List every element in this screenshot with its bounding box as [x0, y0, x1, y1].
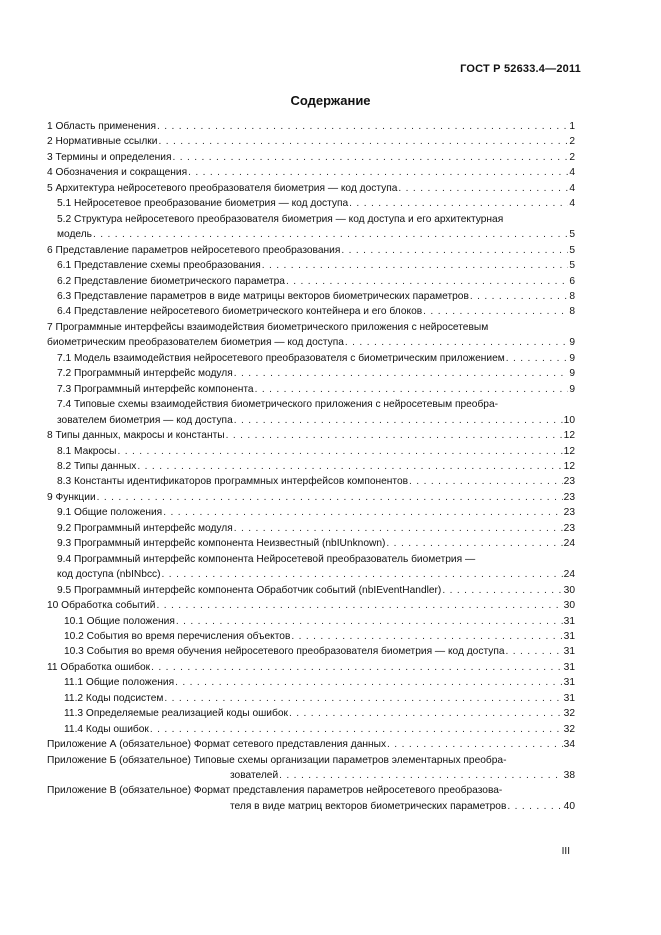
toc-page-number: 2 — [569, 151, 575, 163]
toc-entry-title-line: 5.2 Структура нейросетевого преобразователя биометрия — код доступа и его архитектурная — [57, 213, 504, 225]
toc-leader-dots — [234, 413, 563, 428]
toc-leader-dots — [507, 799, 562, 814]
toc-entry-title: 8 Типы данных, макросы и константы — [47, 430, 225, 442]
toc-entry[interactable] — [47, 150, 575, 165]
toc-entry[interactable] — [47, 212, 575, 243]
toc-entry-title: биометрическим преобразователем биометрия — код доступа — [47, 337, 344, 349]
toc-entry-title: теля в виде матриц векторов биометрических параметров — [230, 800, 507, 812]
toc-page-number: 31 — [563, 661, 575, 673]
toc-entry[interactable] — [47, 274, 575, 289]
toc-entry[interactable] — [47, 536, 575, 551]
toc-page-number: 31 — [563, 630, 575, 642]
toc-entry[interactable] — [47, 583, 575, 598]
toc-leader-dots — [341, 243, 568, 258]
toc-leader-dots — [158, 134, 568, 149]
toc-leader-dots — [291, 629, 562, 644]
toc-entry-title: 10.1 Общие положения — [64, 615, 175, 627]
toc-entry[interactable] — [47, 722, 575, 737]
toc-entry[interactable] — [47, 134, 575, 149]
toc-entry-title: 7.1 Модель взаимодействия нейросетевого преобразователя с биометрическим приложением — [57, 352, 505, 364]
toc-entry-title: 8.1 Макросы — [57, 445, 117, 457]
toc-entry-title-line: 7.4 Типовые схемы взаимодействия биометрического приложения с нейросетевым преобра- — [57, 399, 499, 411]
toc-entry[interactable] — [47, 196, 575, 211]
toc-leader-dots — [398, 181, 568, 196]
toc-entry[interactable] — [47, 644, 575, 659]
toc-entry[interactable] — [47, 629, 575, 644]
toc-page-number: 31 — [563, 677, 575, 689]
toc-page-number: 24 — [563, 569, 575, 581]
toc-page-number: 30 — [563, 584, 575, 596]
toc-leader-dots — [262, 258, 569, 273]
toc-entry-title: 7.2 Программный интерфейс модуля — [57, 368, 233, 380]
toc-leader-dots — [345, 335, 568, 350]
toc-leader-dots — [234, 366, 569, 381]
toc-leader-dots — [175, 675, 563, 690]
toc-entry[interactable] — [47, 289, 575, 304]
toc-entry-title: 11.3 Определяемые реализацией коды ошибок — [64, 708, 288, 720]
toc-entry-title-line: 7 Программные интерфейсы взаимодействия биометрического приложения с нейросетевым — [47, 321, 489, 333]
toc-entry[interactable] — [47, 706, 575, 721]
toc-leader-dots — [150, 722, 563, 737]
toc-entry-title: модель — [57, 229, 92, 241]
toc-page-number: 23 — [563, 491, 575, 503]
toc-page-number: 30 — [563, 600, 575, 612]
toc-entry[interactable] — [47, 598, 575, 613]
toc-leader-dots — [156, 598, 562, 613]
toc-entry-title-line: 9.4 Программный интерфейс компонента Нейросетевой преобразователь биометрия — — [57, 553, 476, 565]
toc-leader-dots — [164, 691, 562, 706]
toc-leader-dots — [188, 165, 568, 180]
toc-page-number: 40 — [563, 800, 575, 812]
toc-entry-title: 5.1 Нейросетевое преобразование биометрия — код доступа — [57, 198, 349, 210]
toc-entry[interactable] — [47, 505, 575, 520]
toc-page-number: 12 — [563, 430, 575, 442]
toc-entry[interactable] — [47, 119, 575, 134]
toc-page-number: 32 — [563, 708, 575, 720]
toc-leader-dots — [234, 521, 563, 536]
toc-entry[interactable] — [47, 351, 575, 366]
toc-entry[interactable] — [47, 614, 575, 629]
toc-entry-title: 10.3 События во время обучения нейросетевого преобразователя биометрия — код доступа — [64, 646, 505, 658]
standard-designation: ГОСТ Р 52633.4—2011 — [460, 63, 581, 75]
toc-entry[interactable] — [47, 660, 575, 675]
toc-entry[interactable] — [47, 428, 575, 443]
toc-page-number: 23 — [563, 522, 575, 534]
toc-entry[interactable] — [47, 459, 575, 474]
toc-entry-title-line: Приложение В (обязательное) Формат представления параметров нейросетевого преобразова- — [47, 785, 503, 797]
toc-entry-title: 9 Функции — [47, 491, 96, 503]
toc-entry-title: код доступа (nbINbcc) — [57, 569, 161, 581]
toc-leader-dots — [255, 382, 569, 397]
toc-page-number: 9 — [569, 352, 575, 364]
toc-entry-title: 10.2 События во время перечисления объектов — [64, 630, 291, 642]
toc-leader-dots — [506, 351, 569, 366]
toc-page-number: 32 — [563, 723, 575, 735]
toc-page-number: 38 — [563, 770, 575, 782]
toc-page-number: 31 — [563, 646, 575, 658]
toc-leader-dots — [93, 227, 568, 242]
toc-entry[interactable] — [47, 320, 575, 351]
toc-page-number: 4 — [569, 198, 575, 210]
toc-leader-dots — [151, 660, 563, 675]
toc-entry-title: 11 Обработка ошибок — [47, 661, 151, 673]
toc-entry[interactable] — [47, 243, 575, 258]
toc-entry-title: 3 Термины и определения — [47, 151, 172, 163]
toc-entry-title: зователем биометрия — код доступа — [57, 414, 233, 426]
toc-leader-dots — [386, 536, 562, 551]
toc-page-number: 9 — [569, 368, 575, 380]
toc-entry-title-line: Приложение Б (обязательное) Типовые схемы организации параметров элементарных преобра- — [47, 754, 507, 766]
toc-leader-dots — [289, 706, 563, 721]
toc-entry-title: 8.2 Типы данных — [57, 460, 137, 472]
page-title: Содержание — [290, 93, 371, 108]
toc-page-number: 10 — [563, 414, 575, 426]
toc-entry[interactable] — [47, 675, 575, 690]
toc-entry[interactable] — [47, 444, 575, 459]
toc-page-number: 8 — [569, 306, 575, 318]
toc-entry-title: 6 Представление параметров нейросетевого преобразования — [47, 244, 341, 256]
toc-entry-title: 9.5 Программный интерфейс компонента Обработчик событий (nbIEventHandler) — [57, 584, 442, 596]
toc-page-number: 5 — [569, 244, 575, 256]
toc-entry[interactable] — [47, 737, 575, 752]
toc-entry-title: 10 Обработка событий — [47, 600, 156, 612]
page-number: III — [561, 846, 570, 857]
toc-page-number: 34 — [563, 739, 575, 751]
toc-leader-dots — [117, 444, 562, 459]
toc-entry-title: 1 Область применения — [47, 121, 156, 132]
toc-entry[interactable] — [47, 397, 575, 428]
toc-leader-dots — [97, 490, 563, 505]
toc-page-number: 4 — [569, 182, 575, 194]
toc-leader-dots — [470, 289, 568, 304]
toc-entry-title: 6.2 Представление биометрического параметра — [57, 275, 285, 287]
toc-leader-dots — [423, 304, 568, 319]
toc-entry-title: 9.3 Программный интерфейс компонента Неизвестный (nbIUnknown) — [57, 538, 386, 550]
toc-leader-dots — [279, 768, 563, 783]
toc-leader-dots — [409, 474, 563, 489]
toc-entry-title: 6.4 Представление нейросетевого биометрического контейнера и его блоков — [57, 306, 423, 318]
toc-page-number: 23 — [563, 507, 575, 519]
toc-page-number: 12 — [563, 460, 575, 472]
toc-entry[interactable] — [47, 258, 575, 273]
toc-leader-dots — [442, 583, 562, 598]
toc-entry[interactable] — [47, 474, 575, 489]
toc-page-number: 5 — [569, 260, 575, 272]
toc-entry-title: 11.4 Коды ошибок — [64, 723, 149, 735]
toc-entry[interactable] — [47, 691, 575, 706]
toc-page-number: 8 — [569, 290, 575, 302]
toc-entry-title: 6.1 Представление схемы преобразования — [57, 260, 261, 272]
toc-entry[interactable] — [47, 783, 575, 814]
toc-page-number: 9 — [569, 383, 575, 395]
toc-leader-dots — [163, 505, 562, 520]
toc-leader-dots — [157, 119, 568, 134]
toc-entry-title: 8.3 Константы идентификаторов программных интерфейсов компонентов — [57, 476, 409, 488]
toc-leader-dots — [349, 196, 568, 211]
toc-entry[interactable] — [47, 552, 575, 583]
toc-page-number: 1 — [569, 121, 575, 132]
table-of-contents — [47, 119, 575, 814]
toc-page-number: 31 — [563, 615, 575, 627]
toc-entry[interactable] — [47, 382, 575, 397]
toc-leader-dots — [137, 459, 562, 474]
toc-entry-title: 6.3 Представление параметров в виде матрицы векторов биометрических параметров — [57, 290, 469, 302]
toc-leader-dots — [506, 644, 563, 659]
toc-entry-title: 9.2 Программный интерфейс модуля — [57, 522, 233, 534]
toc-entry[interactable] — [47, 490, 575, 505]
toc-entry[interactable] — [47, 304, 575, 319]
toc-entry-title: Приложение А (обязательное) Формат сетевого представления данных — [47, 739, 387, 751]
toc-entry-title: 11.1 Общие положения — [64, 677, 175, 689]
toc-entry[interactable] — [47, 366, 575, 381]
toc-leader-dots — [387, 737, 563, 752]
toc-page-number: 23 — [563, 476, 575, 488]
toc-page-number: 31 — [563, 692, 575, 704]
toc-page-number: 9 — [569, 337, 575, 349]
toc-leader-dots — [162, 567, 563, 582]
toc-leader-dots — [286, 274, 568, 289]
toc-leader-dots — [176, 614, 563, 629]
toc-entry[interactable] — [47, 521, 575, 536]
toc-page-number: 2 — [569, 136, 575, 148]
toc-entry[interactable] — [47, 181, 575, 196]
toc-page-number: 4 — [569, 167, 575, 179]
toc-entry-title: 4 Обозначения и сокращения — [47, 167, 188, 179]
toc-entry-title: 11.2 Коды подсистем — [64, 692, 164, 704]
toc-entry-title: 2 Нормативные ссылки — [47, 136, 158, 148]
toc-entry[interactable] — [47, 753, 575, 784]
toc-entry[interactable] — [47, 165, 575, 180]
toc-leader-dots — [226, 428, 563, 443]
toc-page-number: 24 — [563, 538, 575, 550]
toc-entry-title: 9.1 Общие положения — [57, 507, 163, 519]
toc-entry-title: зователей — [230, 770, 279, 782]
toc-entry-title: 7.3 Программный интерфейс компонента — [57, 383, 254, 395]
toc-page-number: 12 — [563, 445, 575, 457]
toc-entry-title: 5 Архитектура нейросетевого преобразователя биометрия — код доступа — [47, 182, 398, 194]
toc-leader-dots — [172, 150, 568, 165]
toc-page-number: 6 — [569, 275, 575, 287]
toc-page-number: 5 — [569, 229, 575, 241]
